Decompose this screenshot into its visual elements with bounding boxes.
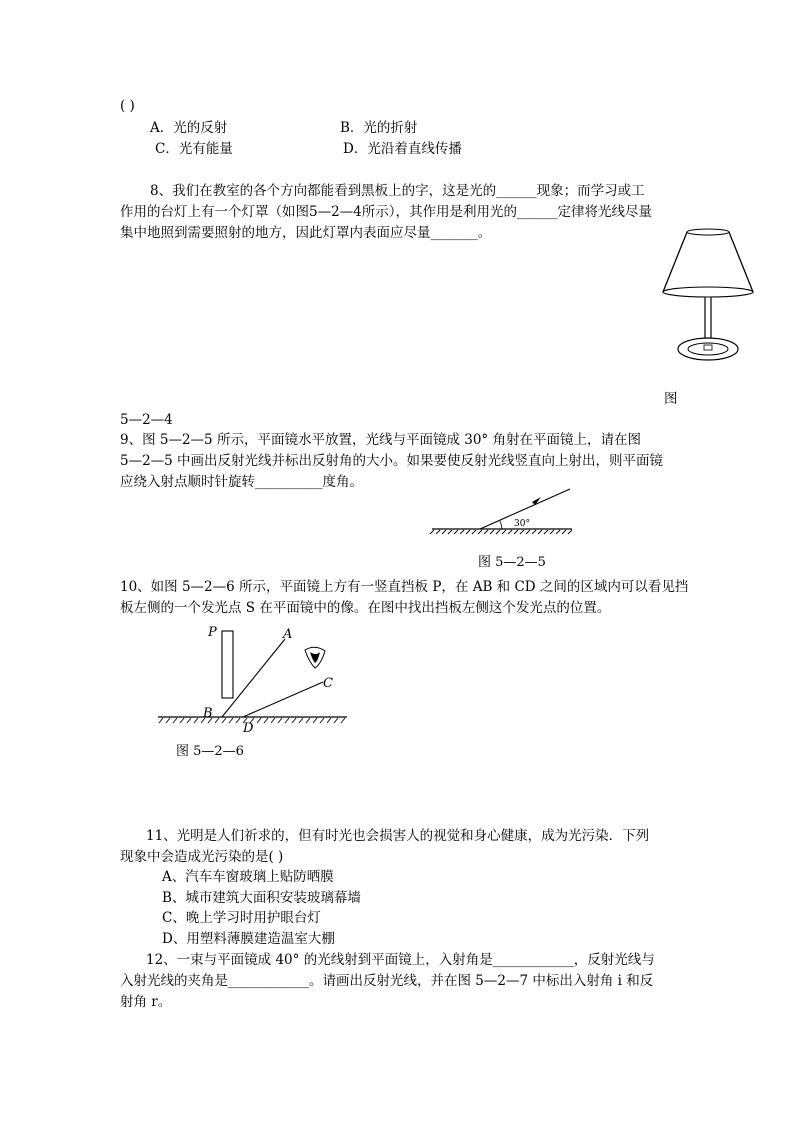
q10-line2: 板左侧的一个发光点 S 在平面镜中的像。在图中找出挡板左侧这个发光点的位置。 (120, 600, 611, 616)
q11-line2: 现象中会造成光污染的是( ) (120, 849, 284, 865)
q10-line1: 10、如图 5—2—6 所示，平面镜上方有一竖直挡板 P，在 AB 和 CD 之间的区域内可以看见挡 (120, 579, 689, 595)
q8-figure-char: 图 (664, 391, 678, 407)
mirror-hatching (430, 530, 572, 534)
q8-line3: 集中地照到需要照射的地方，因此灯罩内表面应尽量_______。 (120, 225, 492, 241)
mirror-incident-ray-figure (430, 484, 580, 544)
q12-line3: 射角 r。 (120, 994, 172, 1010)
q7-option-b: B．光的折射 (340, 120, 418, 136)
q9-line1: 9、图 5—2—5 所示，平面镜水平放置，光线与平面镜成 30° 角射在平面镜上，请在图 (120, 432, 641, 448)
label-d: D (243, 721, 254, 736)
q8-figure-number: 5—2—4 (120, 412, 173, 428)
label-a: A (283, 627, 293, 642)
angle-arc (500, 521, 502, 529)
q11-option-d: D、用塑料薄膜建造温室大棚 (162, 931, 335, 947)
q9-line2: 5—2—5 中画出反射光线并标出反射角的大小。如果要使反射光线竖直向上射出，则平面镜 (120, 453, 664, 469)
angle-label: 30° (514, 519, 530, 529)
q11-option-b: B、城市建筑大面积安装玻璃幕墙 (162, 890, 361, 906)
q11-line1: 11、光明是人们祈求的，但有时光也会损害人的视觉和身心健康，成为光污染．下列 (146, 828, 650, 844)
ray-cd (243, 682, 323, 717)
label-c: C (323, 676, 333, 691)
desk-lamp-figure (655, 228, 755, 368)
figure-5-2-6-caption: 图 5—2—6 (176, 744, 244, 759)
barrier-mirror-figure (155, 618, 355, 740)
q11-option-a: A、汽车车窗玻璃上贴防晒膜 (162, 869, 334, 885)
q7-option-c: C．光有能量 (155, 141, 233, 157)
q9-line3: 应绕入射点顺时针旋转__________度角。 (120, 474, 363, 490)
q11-option-c: C、晚上学习时用护眼台灯 (162, 910, 321, 926)
q7-option-a: A．光的反射 (150, 120, 228, 136)
q7-option-d: D．光沿着直线传播 (343, 141, 462, 157)
q12-line2: 入射光线的夹角是____________。请画出反射光线，并在图 5—2—7 中标出入射角 i 和反 (120, 973, 654, 989)
q7-paren: ( ) (120, 98, 135, 114)
q8-line2: 作用的台灯上有一个灯罩（如图5—2—4所示），其作用是利用光的______定律将光线尽量 (120, 204, 653, 220)
label-b: B (203, 706, 213, 721)
figure-5-2-5-caption: 图 5—2—5 (478, 555, 546, 570)
label-p: P (208, 625, 217, 640)
barrier-p (222, 631, 233, 698)
q8-line1: 8、我们在教室的各个方向都能看到黑板上的字，这是光的______现象；而学习或工 (150, 183, 645, 199)
q12-line1: 12、一束与平面镜成 40° 的光线射到平面镜上，入射角是____________，反射光线与 (146, 952, 655, 968)
